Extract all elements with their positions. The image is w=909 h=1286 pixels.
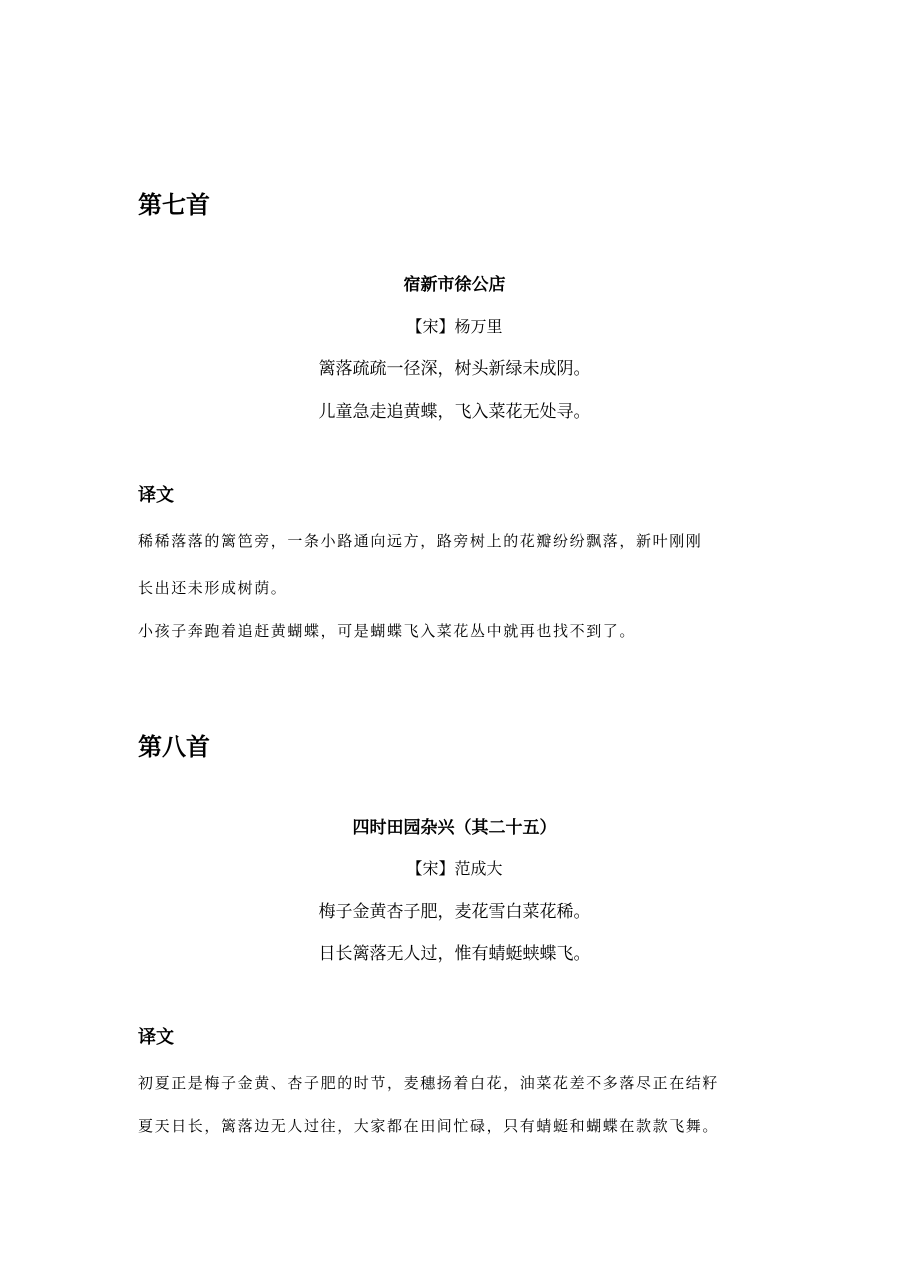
translation-line: 稀稀落落的篱笆旁，一条小路通向远方，路旁树上的花瓣纷纷飘落，新叶刚刚 — [138, 532, 703, 550]
translation-line: 夏天日长，篱落边无人过往，大家都在田间忙碌，只有蜻蜓和蝴蝶在款款飞舞。 — [138, 1117, 720, 1135]
translation-line: 初夏正是梅子金黄、杏子肥的时节，麦穗扬着白花，油菜花差不多落尽正在结籽 — [138, 1074, 720, 1092]
poem-line: 篱落疏疏一径深，树头新绿未成阴。 — [318, 359, 591, 379]
translation-line: 长出还未形成树荫。 — [138, 579, 288, 597]
poem-line: 儿童急走追黄蝶，飞入菜花无处寻。 — [318, 402, 591, 422]
translation-label: 译文 — [138, 1027, 174, 1048]
poem-heading: 第七首 — [138, 191, 210, 219]
translation-line: 小孩子奔跑着追赶黄蝴蝶，可是蝴蝶飞入菜花丛中就再也找不到了。 — [138, 622, 637, 640]
poem-title: 宿新市徐公店 — [403, 275, 506, 295]
poem-title: 四时田园杂兴（其二十五） — [352, 818, 557, 838]
poem-line: 日长篱落无人过，惟有蜻蜓蛱蝶飞。 — [318, 944, 591, 964]
poem-heading: 第八首 — [138, 733, 210, 761]
translation-label: 译文 — [138, 485, 174, 506]
poem-author: 【宋】杨万里 — [406, 317, 503, 336]
poem-author: 【宋】范成大 — [406, 859, 503, 878]
poem-line: 梅子金黄杏子肥，麦花雪白菜花稀。 — [318, 902, 591, 922]
